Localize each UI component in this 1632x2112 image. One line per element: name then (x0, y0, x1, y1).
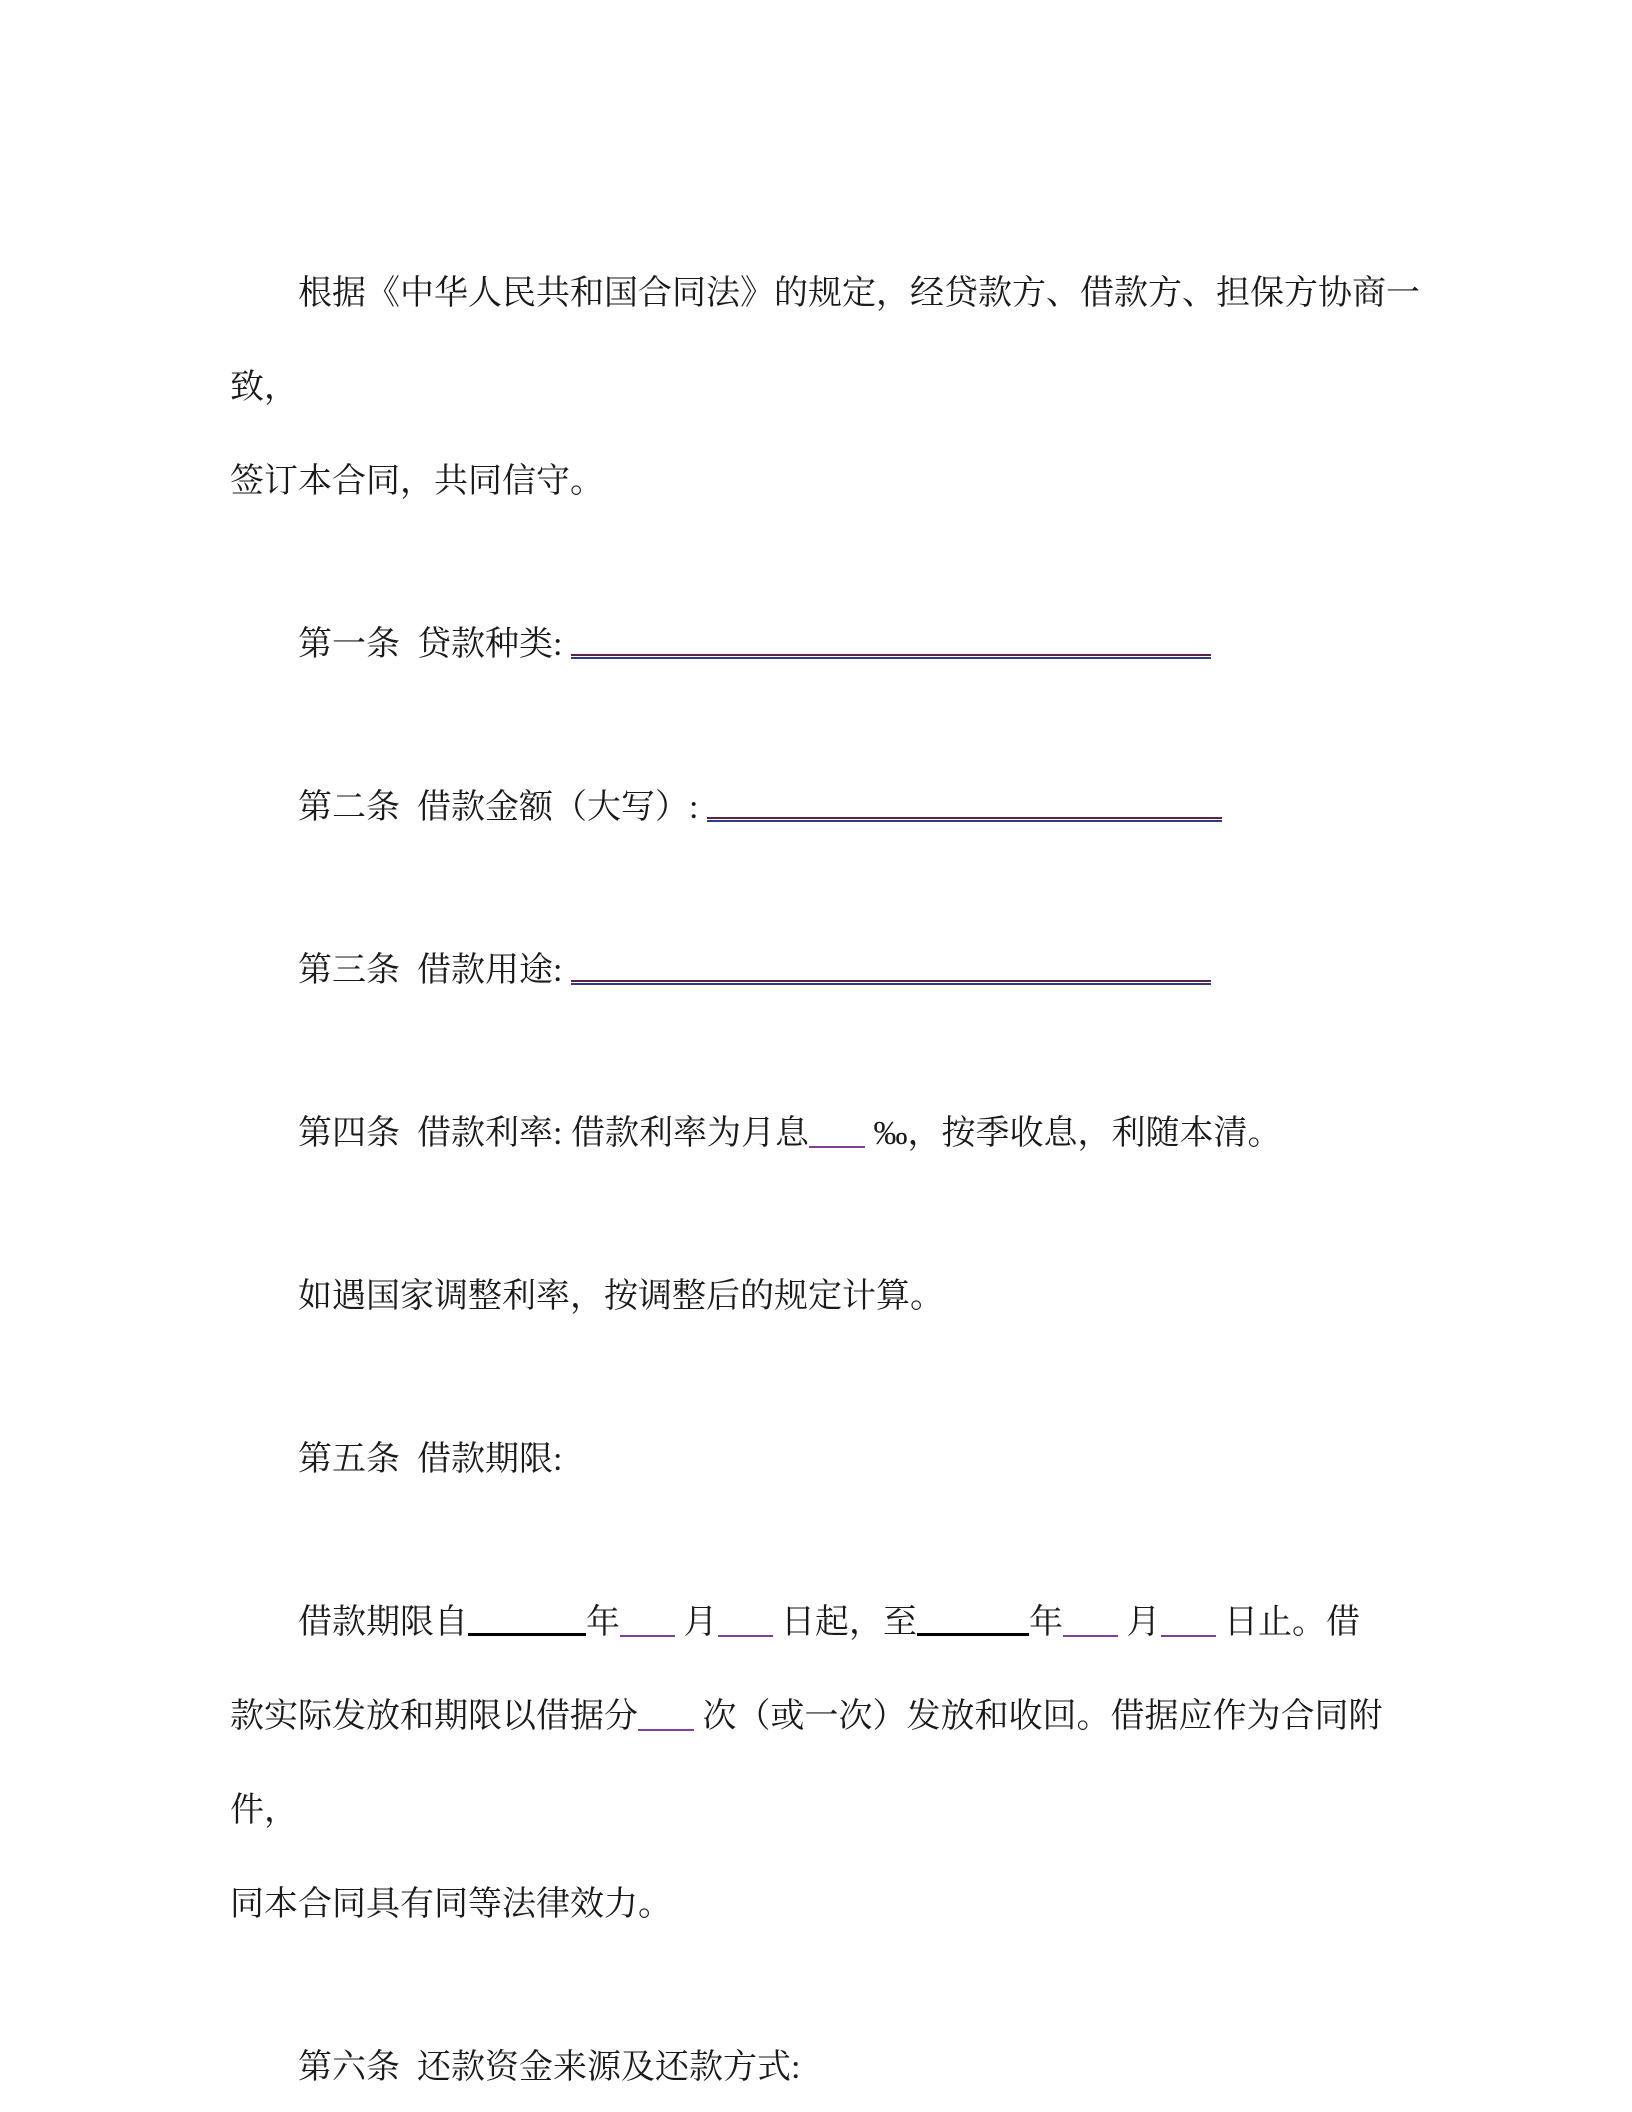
blank-field-purple (1063, 1635, 1118, 1637)
blank-field-dual (707, 817, 1222, 822)
clause-1-loan-type (230, 598, 1432, 692)
interest-adjustment-note (230, 1250, 1432, 1344)
text-run: 第一条 贷款种类: (298, 626, 571, 663)
text-run: ‰，按季收息，利随本清。 (864, 1115, 1282, 1152)
clause-6-repayment (230, 2021, 1432, 2112)
contract-body (230, 247, 1432, 2112)
text-run: 第四条 借款利率: 借款利率为月息 (298, 1115, 809, 1152)
text-run: 如遇国家调整利率，按调整后的规定计算。 (298, 1278, 944, 1315)
text-run: 月 (1118, 1604, 1161, 1641)
text-run: 签订本合同，共同信守。 (230, 463, 604, 500)
clause-5-loan-term (230, 1413, 1432, 1507)
blank-field-purple (718, 1635, 773, 1637)
blank-field-purple (809, 1146, 865, 1148)
text-run: 同本合同具有同等法律效力。 (230, 1886, 672, 1923)
loan-term-details (230, 1576, 1432, 1952)
text-run: 第五条 借款期限: (298, 1441, 571, 1478)
preamble (230, 247, 1432, 529)
text-run: 月 (675, 1604, 718, 1641)
text-run: 年 (586, 1604, 620, 1641)
text-run: 第三条 借款用途: (298, 952, 571, 989)
text-run: 日起，至 (772, 1604, 917, 1641)
blank-field-dual (571, 980, 1211, 985)
blank-field-purple (620, 1635, 675, 1637)
clause-3-loan-purpose (230, 924, 1432, 1018)
text-run: 借款期限自 (298, 1604, 468, 1641)
blank-field-dual (571, 654, 1211, 659)
text-run: 根据《中华人民共和国合同法》的规定，经贷款方、借款方、担保方协商一致， (230, 275, 1420, 406)
blank-field-purple (1161, 1635, 1216, 1637)
text-run: 第二条 借款金额（大写）: (298, 789, 707, 826)
text-run: 款实际发放和期限以借据分 (230, 1698, 638, 1735)
clause-2-loan-amount (230, 761, 1432, 855)
text-run: 日止。借 (1215, 1604, 1360, 1641)
clause-4-interest-rate (230, 1087, 1432, 1181)
blank-field-purple (638, 1729, 694, 1731)
blank-field-black (917, 1633, 1029, 1636)
blank-field-black (468, 1633, 586, 1636)
text-run: 年 (1029, 1604, 1063, 1641)
text-run: 第六条 还款资金来源及还款方式: (298, 2049, 801, 2086)
text-run: 次（或一次）发放和收回。借据应作为合同附件， (230, 1698, 1383, 1829)
